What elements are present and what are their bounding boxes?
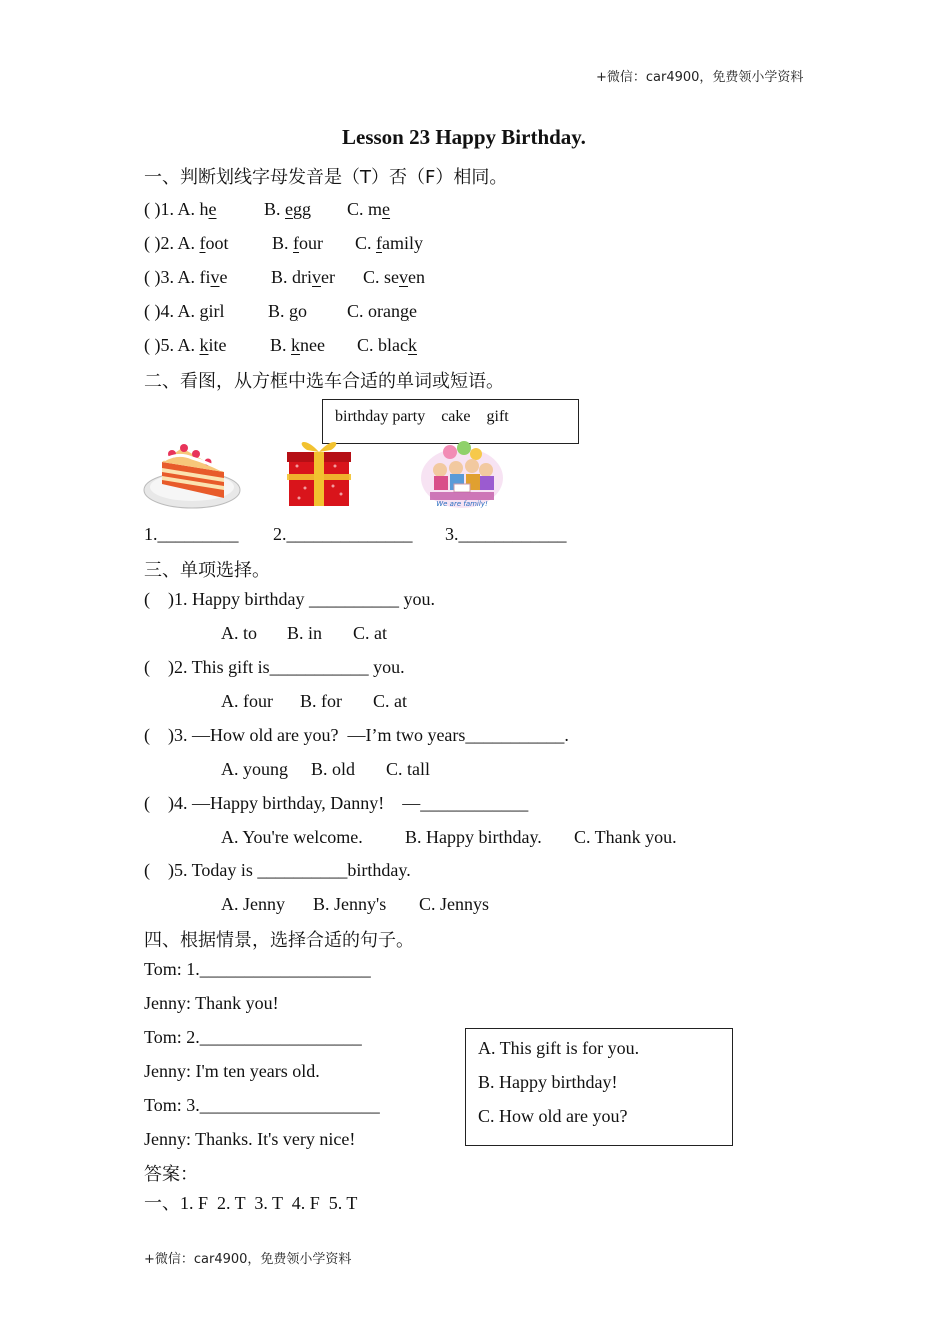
- s3-options-2: A. four B. for C. at: [221, 691, 407, 711]
- choice-c: C. How old are you?: [478, 1106, 628, 1126]
- picture-blank-3: 3.____________: [445, 524, 567, 544]
- dialogue-line-3: Tom: 2.__________________: [144, 1027, 362, 1047]
- s1-row-3: ( )3. A. five B. driver C. seven: [144, 267, 426, 287]
- section3-heading: 三、单项选择。: [144, 560, 270, 581]
- dialogue-line-6: Jenny: Thanks. It's very nice!: [144, 1129, 356, 1149]
- choices-box: [465, 1028, 733, 1146]
- dialogue-line-4: Jenny: I'm ten years old.: [144, 1061, 320, 1081]
- gift-picture: [285, 436, 353, 508]
- choice-a: A. This gift is for you.: [478, 1038, 640, 1058]
- party-caption: We are family!: [436, 500, 488, 508]
- picture-blank-1: 1._________: [144, 524, 239, 544]
- section4-heading: 四、根据情景，选择合适的句子。: [144, 930, 414, 951]
- section1-heading: 一、判断划线字母发音是（T）否（F）相同。: [144, 167, 508, 188]
- cake-picture: [142, 432, 242, 512]
- s3-question-2: ( )2. This gift is___________ you.: [144, 657, 405, 677]
- choice-b: B. Happy birthday!: [478, 1072, 618, 1092]
- s3-options-3: A. young B. old C. tall: [221, 759, 430, 779]
- section2-heading: 二、看图，从方框中选车合适的单词或短语。: [144, 371, 504, 392]
- s3-question-3: ( )3. —How old are you? —I’m two years___________.: [144, 725, 569, 745]
- s3-options-1: A. to B. in C. at: [221, 623, 387, 643]
- page-title: Lesson 23 Happy Birthday.: [342, 125, 586, 149]
- s1-row-5: ( )5. A. kite B. knee C. black: [144, 335, 417, 355]
- answers-line-1: 一、1. F 2. T 3. T 4. F 5. T: [144, 1193, 358, 1213]
- dialogue-line-1: Tom: 1.___________________: [144, 959, 371, 979]
- word-box-text: birthday party cake gift: [335, 408, 509, 425]
- answers-heading: 答案：: [144, 1164, 198, 1185]
- birthday-party-picture: [420, 440, 504, 510]
- s3-options-5: A. Jenny B. Jenny's C. Jennys: [221, 894, 490, 914]
- s3-question-5: ( )5. Today is __________birthday.: [144, 860, 411, 880]
- dialogue-line-5: Tom: 3.____________________: [144, 1095, 380, 1115]
- dialogue-line-2: Jenny: Thank you!: [144, 993, 279, 1013]
- s1-row-1: ( )1. A. he B. egg C. me: [144, 199, 391, 219]
- picture-blank-2: 2.______________: [273, 524, 413, 544]
- s3-question-4: ( )4. —Happy birthday, Danny! —____________: [144, 793, 529, 813]
- header-note: +微信：car4900，免费领小学资料: [596, 70, 804, 85]
- s1-row-4: ( )4. A. girl B. go C. orange: [144, 301, 417, 321]
- s3-question-1: ( )1. Happy birthday __________ you.: [144, 589, 435, 609]
- s1-row-2: ( )2. A. foot B. four C. family: [144, 233, 424, 253]
- footer-note: +微信：car4900，免费领小学资料: [144, 1252, 352, 1267]
- s3-options-4: A. You're welcome. B. Happy birthday. C. Thank you.: [221, 827, 677, 847]
- word-box: [322, 399, 579, 444]
